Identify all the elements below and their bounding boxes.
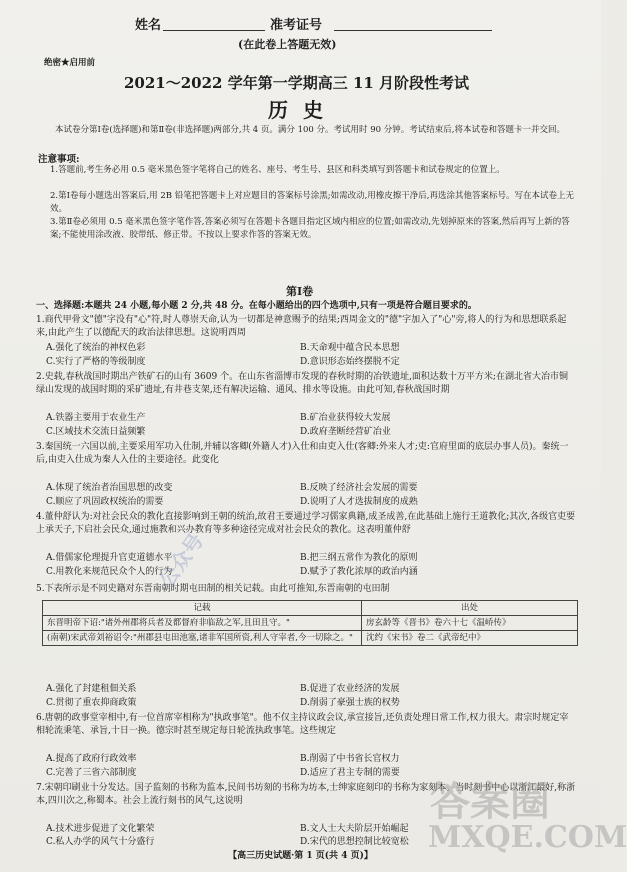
table-cell: 东晋明帝下诏:"诸外州郡将兵者及都督府非临敌之军,且田且守。" (43, 616, 362, 631)
option-a[interactable]: A.体现了统治者治国思想的改变 (46, 483, 173, 493)
option-d[interactable]: D.意识形态始终摆脱不定 (300, 357, 400, 367)
option-d[interactable]: D.赋予了教化浓厚的政治内涵 (300, 567, 418, 577)
exam-title: 2021～2022 学年第一学期高三 11 月阶段性考试 (124, 74, 470, 92)
option-b[interactable]: B.矿冶业获得较大发展 (300, 413, 391, 423)
id-label: 准考证号 (270, 18, 323, 33)
option-b[interactable]: B.文人士大夫阶层开始崛起 (300, 824, 409, 834)
table-row (43, 616, 578, 631)
question-stem: 7.宋朝印刷业十分发达。国子监刻的书称为监本,民间书坊刻的书称为坊本,士绅家庭刻印的书称为家刻本。当时刻书中心以浙江最好,称浙本,四川次之,称蜀本。社会上流行刻书的风气,这说明 (36, 783, 576, 806)
question-stem: 2.史载,春秋战国时期出产铁矿石的山有 3609 个。在山东省淄博市发现的春秋时期的冶铁遗址,面积达数十万平方米;在湖北省大冶市铜绿山发现的战国时期的采矿遗址,有井巷支架,还有解决运输、通风、排水等设施。由此可知,春秋战国时期 (36, 372, 568, 395)
option-c[interactable]: C.用教化来规范民众个人的行为 (46, 567, 173, 577)
option-d[interactable]: D.适应了君主专制的需要 (300, 768, 400, 778)
subject-title: 历 史 (268, 98, 327, 122)
table-header-cell: 记载 (43, 601, 362, 616)
option-b[interactable]: B.天命观中蕴含民本思想 (300, 343, 400, 353)
option-c[interactable]: C.顺应了巩固政权统治的需要 (46, 497, 164, 507)
note-item: 3.第Ⅱ卷必须用 0.5 毫米黑色签字笔作答,答案必须写在答题卡各题目指定区域内相应的位置;如需改动,先划掉原来的答案,然后再写上新的答案;不能使用涂改液、胶带纸、修正带。不按以上要求作答的答案无效。 (50, 217, 570, 240)
question-stem: 3.秦国统一六国以前,主要采用军功入仕制,并辅以客卿(外籍人才)入仕和由吏入仕(客卿:外来人才;吏:官府里面的底层办事人员)。秦统一后,由吏入仕成为秦人入仕的主要途径。此变化 (36, 442, 569, 465)
option-d[interactable]: D.政府垄断经营矿冶业 (300, 427, 391, 437)
option-b[interactable]: B.反映了经济社会发展的需要 (300, 483, 418, 493)
question-stem: 5.下表所示是不同史籍对东晋南朝时期屯田制的相关记载。由此可推知,东晋南朝的屯田制 (36, 584, 390, 594)
option-c[interactable]: C.实行了严格的等级制度 (46, 357, 146, 367)
option-b[interactable]: B.把三纲五常作为教化的原则 (300, 553, 418, 563)
table-header-cell: 出处 (362, 601, 578, 616)
note-item: 1.答题前,考生务必用 0.5 毫米黑色签字笔将自己的姓名、座号、考生号、县区和科类填写到答题卡和试卷规定的位置上。 (50, 165, 505, 175)
table-cell: (南朝)宋武帝刘裕诏令:"州郡县屯田池塞,诸非军国所资,利人守宰者,今一切除之。" (43, 631, 362, 646)
note-item: 2.第Ⅰ卷每小题选出答案后,用 2B 铅笔把答题卡上对应题目的答案标号涂黑;如需改动,用橡皮擦干净后,再选涂其他答案标号。写在本试卷上无效。 (50, 191, 575, 214)
section-title: 第Ⅰ卷 (286, 285, 314, 298)
invalid-note: (在此卷上答题无效) (238, 38, 337, 51)
option-a[interactable]: A.铁器主要用于农业生产 (46, 413, 146, 423)
secret-label: 绝密★启用前 (44, 58, 96, 68)
question-stem: 1.商代甲骨文"德"字没有"心"符,时人尊崇天命,认为一切都是神意赐予的结果;西周金文的"德"字加入了"心"旁,将人的行为和思想联系起来,由此产生了以德配天的政治法律思想。这说明西周 (36, 315, 567, 338)
table-row (43, 631, 578, 646)
option-a[interactable]: A.强化了统治的神权色彩 (46, 343, 146, 353)
records-table (42, 600, 578, 646)
option-a[interactable]: A.强化了封建租佃关系 (46, 684, 137, 694)
option-c[interactable]: C.完善了三省六部制度 (46, 768, 137, 778)
brand-watermark: 答案圈 (430, 778, 550, 825)
option-a[interactable]: A.借儒家伦理提升官吏道德水平 (46, 553, 173, 563)
option-b[interactable]: B.促进了农业经济的发展 (300, 684, 400, 694)
option-a[interactable]: A.技术进步促进了文化繁荣 (46, 824, 155, 834)
option-d[interactable]: D.宋代的思想控制比较宽松 (300, 837, 409, 847)
page-footer: 【高三历史试题·第 1 页(共 4 页)】 (228, 851, 373, 861)
option-c[interactable]: C.贯彻了重农抑商政策 (46, 698, 137, 708)
exam-intro: 本试卷分第Ⅰ卷(选择题)和第Ⅱ卷(非选择题)两部分,共 4 页。满分 100 分。考试用时 90 分钟。考试结束后,将本试卷和答题卡一并交回。 (55, 125, 565, 135)
id-underline (334, 30, 492, 31)
stamp-watermark: 公众号 (154, 528, 209, 592)
table-cell: 房玄龄等《晋书》卷六十七《温峤传》 (362, 616, 578, 631)
name-underline (163, 30, 265, 31)
option-d[interactable]: D.说明了人才选拔制度的成熟 (300, 497, 418, 507)
option-a[interactable]: A.提高了政府行政效率 (46, 754, 137, 764)
option-d[interactable]: D.削弱了豪强士族的权势 (300, 698, 400, 708)
table-cell: 沈约《宋书》卷二《武帝纪中》 (362, 631, 578, 646)
section1-intro: 一、选择题:本题共 24 小题,每小题 2 分,共 48 分。在每小题给出的四个选项中,只有一项是符合题目要求的。 (36, 301, 477, 311)
question-stem: 6.唐朝的政事堂宰相中,有一位首席宰相称为"执政事笔"。他不仅主持议政会议,承宣接旨,还负责处理日常工作,权力很大。肃宗时规定宰相轮流秉笔、承旨,十日一换。德宗时甚至规定每日轮流执政事笔。这些规定 (36, 713, 569, 736)
option-b[interactable]: B.削弱了中书省长官权力 (300, 754, 400, 764)
option-c[interactable]: C.区域技术交流日益频繁 (46, 427, 146, 437)
site-watermark: MXQE.COM (428, 820, 627, 855)
notes-title: 注意事项: (38, 154, 80, 165)
name-label: 姓名 (135, 18, 162, 33)
option-c[interactable]: C.私人办学的风气十分盛行 (46, 837, 155, 847)
question-stem: 4.董仲舒认为:对社会民众的教化直接影响到王朝的统治,故君王要通过学习儒家典籍,成圣成善,在此基础上施行王道教化;其次,各级官吏要上承天子,下启社会民众,通过施教和兴办教育等多种途径完成对社会民众的教化。这表明董仲舒 (36, 512, 576, 535)
